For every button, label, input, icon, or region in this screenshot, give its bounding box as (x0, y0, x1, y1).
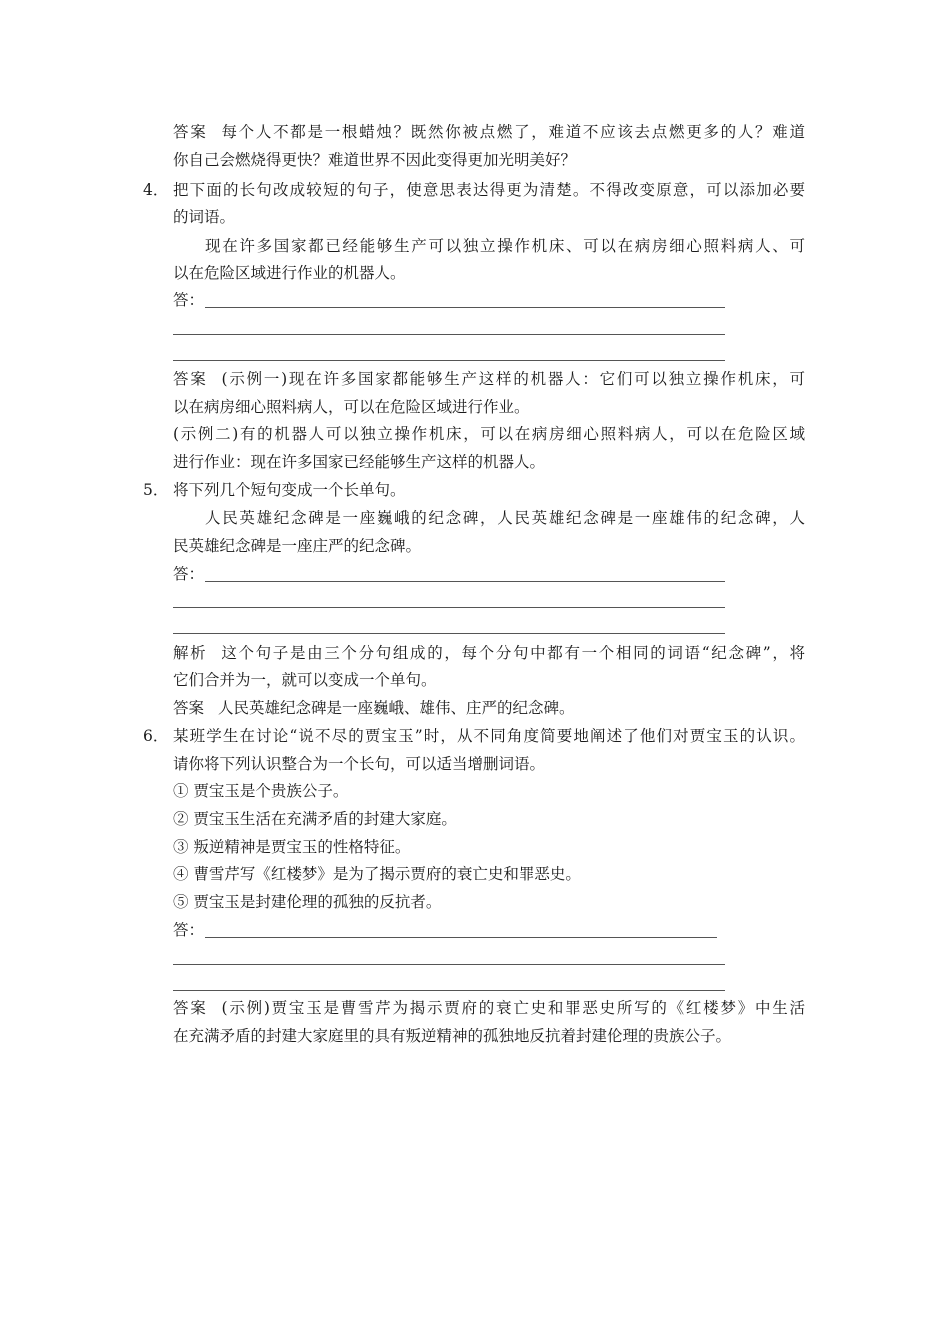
q4-answer-line-1: 答案 (示例一)现在许多国家都能够生产这样的机器人：它们可以独立操作机床，可 (173, 370, 805, 388)
q5-answer-prefix: 答： (173, 565, 205, 583)
q6-item-4: ④ 曹雪芹写《红楼梦》是为了揭示贾府的衰亡史和罪恶史。 (173, 865, 581, 883)
q4-answer-blank-2[interactable] (173, 334, 725, 335)
q6-answer-line-2: 在充满矛盾的封建大家庭里的具有叛逆精神的孤独地反抗着封建伦理的贵族公子。 (173, 1027, 732, 1045)
q5-answer-blank-2[interactable] (173, 607, 725, 608)
q6-answer-blank-3[interactable] (173, 990, 725, 991)
question-number-4: 4． (143, 181, 169, 199)
q5-prompt: 将下列几个短句变成一个长单句。 (173, 481, 406, 499)
answer-label: 答案 (173, 999, 208, 1017)
q6-prompt-line-1: 某班学生在讨论“说不尽的贾宝玉”时，从不同角度简要地阐述了他们对贾宝玉的认识。 (173, 727, 805, 745)
analysis-label: 解析 (173, 644, 208, 662)
answer-label: 答案 (173, 699, 205, 717)
q5-analysis-line-2: 它们合并为一，就可以变成一个单句。 (173, 671, 437, 689)
q4-passage-line-2: 以在危险区域进行作业的机器人。 (173, 264, 406, 282)
q4-answer-prefix: 答： (173, 291, 205, 309)
q6-answer-line-1: 答案 (示例)贾宝玉是曹雪芹为揭示贾府的衰亡史和罪恶史所写的《红楼梦》中生活 (173, 999, 805, 1017)
q6-item-2: ② 贾宝玉生活在充满矛盾的封建大家庭。 (173, 810, 457, 828)
q4-answer-line-2: 以在病房细心照料病人，可以在危险区域进行作业。 (173, 398, 530, 416)
q4-answer-blank-1[interactable] (205, 307, 725, 308)
q5-passage-line-2: 民英雄纪念碑是一座庄严的纪念碑。 (173, 537, 422, 555)
q4-prompt-line-1: 把下面的长句改成较短的句子，使意思表达得更为清楚。不得改变原意，可以添加必要 (173, 181, 805, 199)
q3-answer-line-1: 答案 每个人不都是一根蜡烛？既然你被点燃了，难道不应该去点燃更多的人？难道 (173, 123, 805, 141)
q4-answer-blank-3[interactable] (173, 360, 725, 361)
q4-answer-line-4: 进行作业：现在许多国家已经能够生产这样的机器人。 (173, 453, 546, 471)
q4-prompt-line-2: 的词语。 (173, 208, 236, 226)
q6-item-5: ⑤ 贾宝玉是封建伦理的孤独的反抗者。 (173, 893, 442, 911)
q6-answer-prefix: 答： (173, 921, 205, 939)
q4-answer-line-3: (示例二)有的机器人可以独立操作机床，可以在病房细心照料病人，可以在危险区域 (173, 425, 805, 443)
q5-answer-blank-3[interactable] (173, 633, 725, 634)
q4-passage-line-1: 现在许多国家都已经能够生产可以独立操作机床、可以在病房细心照料病人、可 (205, 237, 805, 255)
q6-item-3: ③ 叛逆精神是贾宝玉的性格特征。 (173, 838, 411, 856)
question-number-6: 6． (143, 727, 169, 745)
q6-answer-blank-2[interactable] (173, 964, 725, 965)
q5-analysis-line-1: 解析 这个句子是由三个分句组成的，每个分句中都有一个相同的词语“纪念碑”，将 (173, 644, 805, 662)
q5-answer-line: 答案 人民英雄纪念碑是一座巍峨、雄伟、庄严的纪念碑。 (173, 699, 575, 717)
answer-label: 答案 (173, 123, 208, 141)
q5-answer-blank-1[interactable] (205, 581, 725, 582)
q3-answer-line-2: 你自己会燃烧得更快？难道世界不因此变得更加光明美好？ (173, 151, 577, 169)
answer-label: 答案 (173, 370, 208, 388)
question-number-5: 5． (143, 481, 169, 499)
q5-passage-line-1: 人民英雄纪念碑是一座巍峨的纪念碑，人民英雄纪念碑是一座雄伟的纪念碑，人 (205, 509, 805, 527)
q6-prompt-line-2: 请你将下列认识整合为一个长句，可以适当增删词语。 (173, 755, 546, 773)
q6-item-1: ① 贾宝玉是个贵族公子。 (173, 782, 349, 800)
q6-answer-blank-1[interactable] (205, 937, 717, 938)
